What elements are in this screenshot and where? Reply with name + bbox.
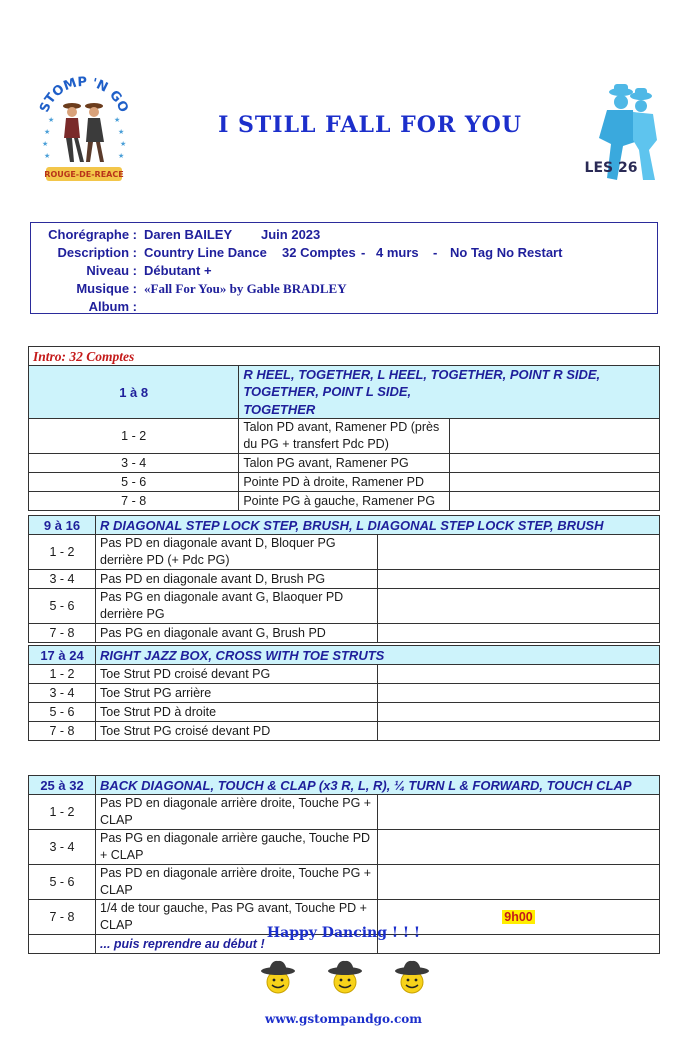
choreographer-value: Daren BAILEY <box>144 227 233 242</box>
step-desc: Toe Strut PG arrière <box>96 684 378 703</box>
section-header <box>29 366 660 401</box>
description-sep-2: - <box>433 245 438 260</box>
step-count: 5 - 6 <box>29 865 96 900</box>
wall-cell <box>378 570 660 589</box>
section-2-table <box>28 515 660 643</box>
wall-cell <box>378 722 660 741</box>
step-desc: Talon PD avant, Ramener PD (près du PG + transfert Pdc PD) <box>239 419 449 454</box>
dance-title: I STILL FALL FOR YOU <box>218 112 522 138</box>
description-sep-1: - <box>361 245 366 260</box>
step-count: 3 - 4 <box>29 684 96 703</box>
step-desc: Pas PD en diagonale avant D, Brush PG <box>96 570 378 589</box>
step-count: 5 - 6 <box>29 473 239 492</box>
table-row <box>29 865 660 900</box>
wall-cell <box>378 535 660 570</box>
step-count: 5 - 6 <box>29 589 96 624</box>
step-desc: Pas PG en diagonale avant G, Blaoquer PD derrière PG <box>96 589 378 624</box>
section-header <box>29 516 660 535</box>
intro-row <box>29 347 660 366</box>
step-desc: Pointe PD à droite, Ramener PD <box>239 473 449 492</box>
cowboy-smileys <box>255 958 435 998</box>
wall-cell <box>449 492 659 511</box>
section-title: RIGHT JAZZ BOX, CROSS WITH TOE STRUTS <box>96 646 660 665</box>
wall-cell <box>378 624 660 643</box>
step-desc: Toe Strut PD croisé devant PG <box>96 665 378 684</box>
section-title: BACK DIAGONAL, TOUCH & CLAP (x3 R, L, R), ¼ TURN L & FORWARD, TOUCH CLAP <box>96 776 660 795</box>
step-count: 7 - 8 <box>29 722 96 741</box>
wall-badge: 9h00 <box>504 909 533 924</box>
step-count: 7 - 8 <box>29 624 96 643</box>
step-desc: Pas PG en diagonale arrière gauche, Touche PD + CLAP <box>96 830 378 865</box>
table-row <box>29 454 660 473</box>
choreographer-label: Chorégraphe : <box>48 227 137 242</box>
wall-cell <box>378 589 660 624</box>
wall-cell <box>449 454 659 473</box>
description-counts: 32 Comptes <box>282 245 356 260</box>
step-desc: Pointe PG à gauche, Ramener PG <box>239 492 449 511</box>
restart-note: ... puis reprendre au début ! <box>96 935 378 954</box>
svg-text:★: ★ <box>44 128 51 136</box>
step-desc: Talon PG avant, Ramener PG <box>239 454 449 473</box>
table-row <box>29 419 660 454</box>
svg-text:★: ★ <box>114 116 121 124</box>
les-26-logo <box>577 80 667 188</box>
step-desc: 1/4 de tour gauche, Pas PG avant, Touche PD + CLAP <box>96 900 378 935</box>
section-header <box>29 776 660 795</box>
svg-text:★: ★ <box>118 128 125 136</box>
section-counts: 9 à 16 <box>29 516 96 535</box>
svg-text:★: ★ <box>44 152 51 160</box>
step-count: 3 - 4 <box>29 454 239 473</box>
wall-cell <box>378 830 660 865</box>
svg-text:★: ★ <box>118 152 125 160</box>
wall-cell <box>378 865 660 900</box>
step-count: 1 - 2 <box>29 795 96 830</box>
section-1-table <box>28 346 660 511</box>
step-count: 3 - 4 <box>29 830 96 865</box>
table-row <box>29 492 660 511</box>
svg-text:★: ★ <box>48 116 55 124</box>
happy-dancing-text: Happy Dancing ! ! ! <box>266 925 421 941</box>
table-row <box>29 795 660 830</box>
step-desc: Pas PD en diagonale arrière droite, Touche PG + CLAP <box>96 865 378 900</box>
intro-text: Intro: 32 Comptes <box>29 347 660 366</box>
cowboy-smiley-icon <box>395 961 429 993</box>
section-header <box>29 646 660 665</box>
level-label: Niveau : <box>86 263 137 278</box>
description-walls: 4 murs <box>376 245 419 260</box>
svg-text:STOMP 'N GO <box>37 75 131 115</box>
wall-cell <box>378 795 660 830</box>
section-3-table <box>28 645 660 741</box>
table-row <box>29 830 660 865</box>
logo-right-text: LES 26 <box>584 160 638 176</box>
step-desc: Pas PG en diagonale avant G, Brush PD <box>96 624 378 643</box>
step-desc: Toe Strut PD à droite <box>96 703 378 722</box>
step-count: 5 - 6 <box>29 703 96 722</box>
description-label: Description : <box>57 245 137 260</box>
dance-info-box <box>30 222 658 314</box>
wall-cell <box>449 473 659 492</box>
date-value: Juin 2023 <box>261 227 321 242</box>
website-link[interactable]: www.gstompandgo.com <box>264 1012 422 1026</box>
music-value: «Fall For You» by Gable BRADLEY <box>144 281 347 296</box>
table-row <box>29 684 660 703</box>
wall-cell <box>378 684 660 703</box>
step-desc: Pas PD en diagonale avant D, Bloquer PG derrière PD (+ Pdc PG) <box>96 535 378 570</box>
logo-bottom-text: ROUGE-DE-REACE <box>44 170 124 179</box>
album-label: Album : <box>88 299 137 314</box>
music-label: Musique : <box>76 281 137 296</box>
wall-cell <box>378 665 660 684</box>
wall-cell <box>449 419 659 454</box>
section-title: R DIAGONAL STEP LOCK STEP, BRUSH, L DIAGONAL STEP LOCK STEP, BRUSH <box>96 516 660 535</box>
step-count: 7 - 8 <box>29 900 96 935</box>
section-title: R HEEL, TOGETHER, L HEEL, TOGETHER, POINT R SIDE, TOGETHER, POINT L SIDE, <box>239 366 660 401</box>
svg-text:★: ★ <box>42 140 49 148</box>
stomp-n-go-logo <box>34 72 134 187</box>
step-count: 1 - 2 <box>29 665 96 684</box>
cowboy-smiley-icon <box>328 961 362 993</box>
table-row <box>29 570 660 589</box>
table-row <box>29 722 660 741</box>
section-counts: 17 à 24 <box>29 646 96 665</box>
step-count: 1 - 2 <box>29 419 239 454</box>
section-title-line2: TOGETHER <box>239 400 660 419</box>
table-row <box>29 589 660 624</box>
wall-cell <box>378 703 660 722</box>
table-row <box>29 703 660 722</box>
step-desc: Toe Strut PG croisé devant PD <box>96 722 378 741</box>
table-row <box>29 624 660 643</box>
cowboy-smiley-icon <box>261 961 295 993</box>
level-value: Débutant + <box>144 263 212 278</box>
description-type: Country Line Dance <box>144 245 267 260</box>
step-count: 7 - 8 <box>29 492 239 511</box>
table-row <box>29 665 660 684</box>
logo-top-text: STOMP 'N GO <box>37 74 131 115</box>
description-tag: No Tag No Restart <box>450 245 563 260</box>
section-counts: 25 à 32 <box>29 776 96 795</box>
table-row <box>29 473 660 492</box>
table-row <box>29 535 660 570</box>
step-desc: Pas PD en diagonale arrière droite, Touche PG + CLAP <box>96 795 378 830</box>
step-count: 1 - 2 <box>29 535 96 570</box>
svg-text:★: ★ <box>120 140 127 148</box>
step-count: 3 - 4 <box>29 570 96 589</box>
section-counts: 1 à 8 <box>29 366 239 419</box>
